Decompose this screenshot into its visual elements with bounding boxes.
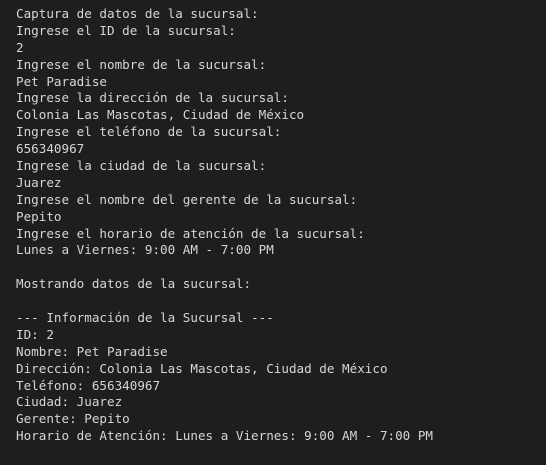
output-line: Nombre: Pet Paradise — [16, 343, 168, 359]
output-line: Gerente: Pepito — [16, 411, 130, 427]
output-line: --- Información de la Sucursal --- — [16, 310, 274, 326]
output-line: Ingrese el nombre de la sucursal: — [16, 56, 267, 72]
output-line: Ingrese el nombre del gerente de la sucursal: — [16, 191, 358, 207]
output-line: Ciudad: Juarez — [16, 394, 123, 410]
output-line: Colonia Las Mascotas, Ciudad de México — [16, 107, 305, 123]
output-line: Ingrese el teléfono de la sucursal: — [16, 124, 282, 140]
output-line: Mostrando datos de la sucursal: — [16, 276, 252, 292]
output-line: 656340967 — [16, 141, 85, 157]
output-line: Ingrese el ID de la sucursal: — [16, 22, 236, 38]
output-line: Ingrese la dirección de la sucursal: — [16, 90, 289, 106]
output-line: Pet Paradise — [16, 73, 107, 89]
output-line: Dirección: Colonia Las Mascotas, Ciudad de México — [16, 360, 388, 376]
output-line: 2 — [16, 39, 24, 55]
output-line: Lunes a Viernes: 9:00 AM - 7:00 PM — [16, 242, 274, 258]
output-line — [16, 259, 546, 276]
output-line: Horario de Atención: Lunes a Viernes: 9:00 AM - 7:00 PM — [16, 428, 434, 444]
output-line: Juarez — [16, 174, 62, 190]
output-line: Ingrese el horario de atención de la sucursal: — [16, 225, 365, 241]
output-line: ID: 2 — [16, 326, 54, 342]
output-line — [16, 293, 546, 310]
output-line: Pepito — [16, 208, 62, 224]
output-line: Captura de datos de la sucursal: — [16, 6, 259, 21]
output-line: Teléfono: 656340967 — [16, 377, 161, 393]
output-line: Ingrese la ciudad de la sucursal: — [16, 158, 267, 174]
